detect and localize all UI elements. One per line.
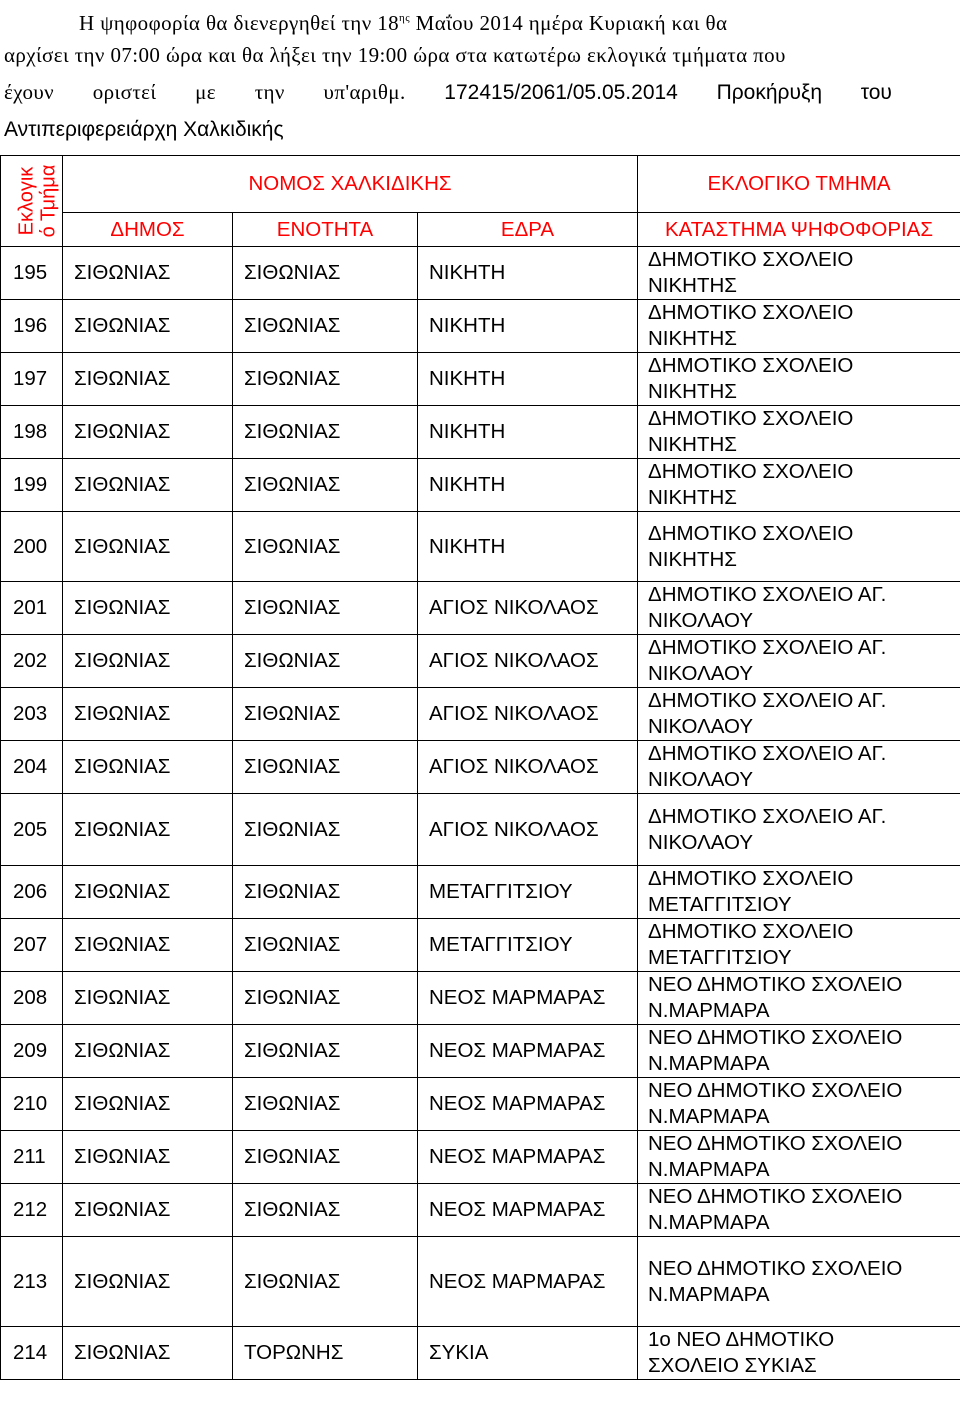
seat-cell: ΑΓΙΟΣ ΝΙΚΟΛΑΟΣ (418, 741, 638, 794)
col-header-unit: ΕΝΟΤΗΤΑ (233, 213, 418, 247)
intro-word: του (860, 81, 892, 104)
intro-text: Μαΐου 2014 ημέρα Κυριακή και θα (409, 11, 728, 35)
section-header: ΕΚΛΟΓΙΚΟ ΤΜΗΜΑ (638, 156, 960, 213)
section-number: 197 (1, 353, 63, 406)
table-row (1, 635, 960, 688)
municipality-cell: ΣΙΘΩΝΙΑΣ (63, 582, 233, 635)
municipality-cell: ΣΙΘΩΝΙΑΣ (63, 1025, 233, 1078)
polling-station-line: Ν.ΜΑΡΜΑΡΑ (648, 1052, 770, 1075)
polling-station-line: ΝΙΚΟΛΑΟΥ (648, 715, 754, 738)
polling-station-line: Ν.ΜΑΡΜΑΡΑ (648, 1282, 770, 1306)
intro-word: 172415/2061/05.05.2014 (444, 81, 678, 104)
table-row (1, 919, 960, 972)
polling-station-line: ΔΗΜΟΤΙΚΟ ΣΧΟΛΕΙΟ (648, 354, 854, 377)
seat-cell: ΝΙΚΗΤΗ (418, 247, 638, 300)
seat-cell: ΑΓΙΟΣ ΝΙΚΟΛΑΟΣ (418, 688, 638, 741)
table-row (1, 300, 960, 353)
polling-station-cell (638, 1184, 960, 1237)
polling-station-line: ΝΕΟ ΔΗΜΟΤΙΚΟ ΣΧΟΛΕΙΟ (648, 1185, 903, 1208)
unit-cell: ΤΟΡΩΝΗΣ (233, 1327, 418, 1380)
municipality-cell: ΣΙΘΩΝΙΑΣ (63, 1184, 233, 1237)
table-row (1, 1327, 960, 1380)
municipality-cell: ΣΙΘΩΝΙΑΣ (63, 353, 233, 406)
polling-station-line: ΝΙΚΗΤΗΣ (648, 380, 737, 403)
polling-station-line: ΜΕΤΑΓΓΙΤΣΙΟΥ (648, 893, 792, 916)
polling-station-cell (638, 919, 960, 972)
table-row (1, 459, 960, 512)
polling-station-line: ΔΗΜΟΤΙΚΟ ΣΧΟΛΕΙΟ (648, 407, 854, 430)
unit-cell: ΣΙΘΩΝΙΑΣ (233, 459, 418, 512)
polling-station-cell (638, 406, 960, 459)
table-row (1, 688, 960, 741)
intro-word: οριστεί (92, 80, 157, 104)
polling-station-line: ΝΙΚΟΛΑΟΥ (648, 768, 754, 791)
seat-cell: ΝΕΟΣ ΜΑΡΜΑΡΑΣ (418, 1184, 638, 1237)
seat-cell: ΝΕΟΣ ΜΑΡΜΑΡΑΣ (418, 1025, 638, 1078)
seat-cell: ΝΕΟΣ ΜΑΡΜΑΡΑΣ (418, 1078, 638, 1131)
intro-word: Προκήρυξη (716, 81, 823, 104)
polling-station-line: Ν.ΜΑΡΜΑΡΑ (648, 1158, 770, 1181)
section-number: 213 (1, 1237, 63, 1327)
municipality-cell: ΣΙΘΩΝΙΑΣ (63, 866, 233, 919)
seat-cell: ΝΙΚΗΤΗ (418, 300, 638, 353)
group-header-row (1, 156, 960, 213)
polling-station-cell (638, 459, 960, 512)
intro-line-1 (4, 0, 956, 37)
table-row (1, 353, 960, 406)
polling-station-cell (638, 1327, 960, 1380)
polling-station-cell (638, 1237, 960, 1327)
polling-station-cell (638, 635, 960, 688)
polling-station-cell (638, 972, 960, 1025)
section-number: 201 (1, 582, 63, 635)
seat-cell: ΑΓΙΟΣ ΝΙΚΟΛΑΟΣ (418, 582, 638, 635)
municipality-cell: ΣΙΘΩΝΙΑΣ (63, 741, 233, 794)
intro-paragraph (4, 0, 956, 148)
polling-station-cell (638, 247, 960, 300)
section-number: 214 (1, 1327, 63, 1380)
polling-station-cell (638, 1131, 960, 1184)
polling-station-line: ΔΗΜΟΤΙΚΟ ΣΧΟΛΕΙΟ (648, 521, 854, 545)
intro-line-3 (4, 74, 956, 111)
table-row (1, 741, 960, 794)
section-number: 199 (1, 459, 63, 512)
unit-cell: ΣΙΘΩΝΙΑΣ (233, 635, 418, 688)
section-number: 198 (1, 406, 63, 459)
intro-superscript: ης (399, 12, 410, 24)
municipality-cell: ΣΙΘΩΝΙΑΣ (63, 300, 233, 353)
table-row (1, 866, 960, 919)
polling-station-cell (638, 300, 960, 353)
seat-cell: ΝΕΟΣ ΜΑΡΜΑΡΑΣ (418, 1237, 638, 1327)
seat-cell: ΝΕΟΣ ΜΑΡΜΑΡΑΣ (418, 1131, 638, 1184)
section-number: 209 (1, 1025, 63, 1078)
table-row (1, 1184, 960, 1237)
section-number: 203 (1, 688, 63, 741)
section-number-header-text: Εκλογικ ό Τμήμα (15, 164, 60, 237)
table-body (1, 247, 960, 1380)
polling-station-cell (638, 512, 960, 582)
table-row (1, 1131, 960, 1184)
polling-station-cell (638, 1078, 960, 1131)
municipality-cell: ΣΙΘΩΝΙΑΣ (63, 1327, 233, 1380)
intro-line-2: αρχίσει την 07:00 ώρα και θα λήξει την 19:00 ώρα στα κατωτέρω εκλογικά τμήματα που (4, 43, 786, 67)
table-row (1, 972, 960, 1025)
unit-cell: ΣΙΘΩΝΙΑΣ (233, 582, 418, 635)
polling-station-line: ΔΗΜΟΤΙΚΟ ΣΧΟΛΕΙΟ (648, 460, 854, 483)
polling-station-cell (638, 866, 960, 919)
municipality-cell: ΣΙΘΩΝΙΑΣ (63, 1237, 233, 1327)
polling-station-line: ΔΗΜΟΤΙΚΟ ΣΧΟΛΕΙΟ (648, 301, 854, 324)
intro-word: υπ'αριθμ. (323, 80, 406, 104)
municipality-cell: ΣΙΘΩΝΙΑΣ (63, 512, 233, 582)
unit-cell: ΣΙΘΩΝΙΑΣ (233, 247, 418, 300)
intro-word: την (254, 80, 285, 104)
table-row (1, 582, 960, 635)
polling-station-line: ΔΗΜΟΤΙΚΟ ΣΧΟΛΕΙΟ (648, 867, 854, 890)
municipality-cell: ΣΙΘΩΝΙΑΣ (63, 794, 233, 866)
section-number: 207 (1, 919, 63, 972)
unit-cell: ΣΙΘΩΝΙΑΣ (233, 353, 418, 406)
polling-station-line: ΝΕΟ ΔΗΜΟΤΙΚΟ ΣΧΟΛΕΙΟ (648, 1132, 903, 1155)
seat-cell: ΝΙΚΗΤΗ (418, 353, 638, 406)
polling-station-line: ΔΗΜΟΤΙΚΟ ΣΧΟΛΕΙΟ (648, 248, 854, 271)
table-row (1, 794, 960, 866)
table-row (1, 512, 960, 582)
polling-station-cell (638, 794, 960, 866)
polling-station-cell (638, 741, 960, 794)
prefecture-header: ΝΟΜΟΣ ΧΑΛΚΙΔΙΚΗΣ (63, 156, 638, 213)
polling-station-line: ΔΗΜΟΤΙΚΟ ΣΧΟΛΕΙΟ (648, 920, 854, 943)
unit-cell: ΣΙΘΩΝΙΑΣ (233, 1025, 418, 1078)
polling-station-line: ΝΕΟ ΔΗΜΟΤΙΚΟ ΣΧΟΛΕΙΟ (648, 1256, 903, 1280)
section-number: 208 (1, 972, 63, 1025)
polling-station-line: ΔΗΜΟΤΙΚΟ ΣΧΟΛΕΙΟ ΑΓ. (648, 636, 887, 659)
polling-station-line: Ν.ΜΑΡΜΑΡΑ (648, 1105, 770, 1128)
unit-cell: ΣΙΘΩΝΙΑΣ (233, 919, 418, 972)
col-header-polling-station: ΚΑΤΑΣΤΗΜΑ ΨΗΦΟΦΟΡΙΑΣ (638, 213, 960, 247)
municipality-cell: ΣΙΘΩΝΙΑΣ (63, 635, 233, 688)
unit-cell: ΣΙΘΩΝΙΑΣ (233, 794, 418, 866)
section-number: 212 (1, 1184, 63, 1237)
polling-station-cell (638, 688, 960, 741)
polling-station-line: ΝΙΚΗΤΗΣ (648, 547, 737, 571)
polling-stations-table (0, 155, 960, 1380)
municipality-cell: ΣΙΘΩΝΙΑΣ (63, 459, 233, 512)
unit-cell: ΣΙΘΩΝΙΑΣ (233, 1078, 418, 1131)
unit-cell: ΣΙΘΩΝΙΑΣ (233, 866, 418, 919)
unit-cell: ΣΙΘΩΝΙΑΣ (233, 512, 418, 582)
polling-station-line: ΝΙΚΗΤΗΣ (648, 327, 737, 350)
table-row (1, 1025, 960, 1078)
polling-station-line: ΣΧΟΛΕΙΟ ΣΥΚΙΑΣ (648, 1354, 817, 1377)
polling-station-line: ΝΕΟ ΔΗΜΟΤΙΚΟ ΣΧΟΛΕΙΟ (648, 1026, 903, 1049)
intro-word: με (195, 80, 217, 104)
intro-text: Η ψηφοφορία θα διενεργηθεί την 18 (79, 11, 400, 35)
unit-cell: ΣΙΘΩΝΙΑΣ (233, 300, 418, 353)
unit-cell: ΣΙΘΩΝΙΑΣ (233, 688, 418, 741)
polling-station-line: Ν.ΜΑΡΜΑΡΑ (648, 1211, 770, 1234)
polling-station-line: ΝΙΚΟΛΑΟΥ (648, 830, 754, 854)
polling-station-line: ΜΕΤΑΓΓΙΤΣΙΟΥ (648, 946, 792, 969)
section-number: 206 (1, 866, 63, 919)
polling-station-line: ΝΕΟ ΔΗΜΟΤΙΚΟ ΣΧΟΛΕΙΟ (648, 1079, 903, 1102)
section-number: 204 (1, 741, 63, 794)
polling-station-line: ΝΙΚΗΤΗΣ (648, 486, 737, 509)
unit-cell: ΣΙΘΩΝΙΑΣ (233, 1184, 418, 1237)
section-number: 210 (1, 1078, 63, 1131)
table-row (1, 1237, 960, 1327)
section-number: 211 (1, 1131, 63, 1184)
municipality-cell: ΣΙΘΩΝΙΑΣ (63, 972, 233, 1025)
seat-cell: ΣΥΚΙΑ (418, 1327, 638, 1380)
col-header-seat: ΕΔΡΑ (418, 213, 638, 247)
polling-station-line: ΝΕΟ ΔΗΜΟΤΙΚΟ ΣΧΟΛΕΙΟ (648, 973, 903, 996)
polling-station-line: ΔΗΜΟΤΙΚΟ ΣΧΟΛΕΙΟ ΑΓ. (648, 804, 887, 828)
table-row (1, 247, 960, 300)
section-number: 195 (1, 247, 63, 300)
table-row (1, 406, 960, 459)
seat-cell: ΑΓΙΟΣ ΝΙΚΟΛΑΟΣ (418, 794, 638, 866)
polling-station-line: ΔΗΜΟΤΙΚΟ ΣΧΟΛΕΙΟ ΑΓ. (648, 742, 887, 765)
unit-cell: ΣΙΘΩΝΙΑΣ (233, 1237, 418, 1327)
polling-station-line: Ν.ΜΑΡΜΑΡΑ (648, 999, 770, 1022)
unit-cell: ΣΙΘΩΝΙΑΣ (233, 1131, 418, 1184)
unit-cell: ΣΙΘΩΝΙΑΣ (233, 741, 418, 794)
col-header-municipality: ΔΗΜΟΣ (63, 213, 233, 247)
unit-cell: ΣΙΘΩΝΙΑΣ (233, 972, 418, 1025)
section-number: 202 (1, 635, 63, 688)
municipality-cell: ΣΙΘΩΝΙΑΣ (63, 688, 233, 741)
seat-cell: ΜΕΤΑΓΓΙΤΣΙΟΥ (418, 919, 638, 972)
column-header-row (1, 213, 960, 247)
municipality-cell: ΣΙΘΩΝΙΑΣ (63, 1078, 233, 1131)
municipality-cell: ΣΙΘΩΝΙΑΣ (63, 247, 233, 300)
seat-cell: ΝΙΚΗΤΗ (418, 459, 638, 512)
polling-station-line: ΝΙΚΟΛΑΟΥ (648, 662, 754, 685)
polling-station-line: ΔΗΜΟΤΙΚΟ ΣΧΟΛΕΙΟ ΑΓ. (648, 689, 887, 712)
polling-station-line: ΝΙΚΗΤΗΣ (648, 433, 737, 456)
municipality-cell: ΣΙΘΩΝΙΑΣ (63, 406, 233, 459)
section-number: 196 (1, 300, 63, 353)
polling-station-line: ΝΙΚΗΤΗΣ (648, 274, 737, 297)
intro-line-4: Αντιπεριφερειάρχη Χαλκιδικής (4, 118, 284, 141)
intro-word: έχουν (4, 80, 55, 104)
seat-cell: ΝΙΚΗΤΗ (418, 406, 638, 459)
municipality-cell: ΣΙΘΩΝΙΑΣ (63, 1131, 233, 1184)
polling-station-line: ΔΗΜΟΤΙΚΟ ΣΧΟΛΕΙΟ ΑΓ. (648, 583, 887, 606)
section-number: 200 (1, 512, 63, 582)
section-number: 205 (1, 794, 63, 866)
unit-cell: ΣΙΘΩΝΙΑΣ (233, 406, 418, 459)
seat-cell: ΝΕΟΣ ΜΑΡΜΑΡΑΣ (418, 972, 638, 1025)
seat-cell: ΝΙΚΗΤΗ (418, 512, 638, 582)
polling-station-cell (638, 353, 960, 406)
polling-station-cell (638, 582, 960, 635)
seat-cell: ΜΕΤΑΓΓΙΤΣΙΟΥ (418, 866, 638, 919)
polling-station-line: ΝΙΚΟΛΑΟΥ (648, 609, 754, 632)
section-number-header (1, 156, 63, 247)
seat-cell: ΑΓΙΟΣ ΝΙΚΟΛΑΟΣ (418, 635, 638, 688)
polling-station-line: 1ο ΝΕΟ ΔΗΜΟΤΙΚΟ (648, 1328, 835, 1351)
table-row (1, 1078, 960, 1131)
municipality-cell: ΣΙΘΩΝΙΑΣ (63, 919, 233, 972)
polling-station-cell (638, 1025, 960, 1078)
